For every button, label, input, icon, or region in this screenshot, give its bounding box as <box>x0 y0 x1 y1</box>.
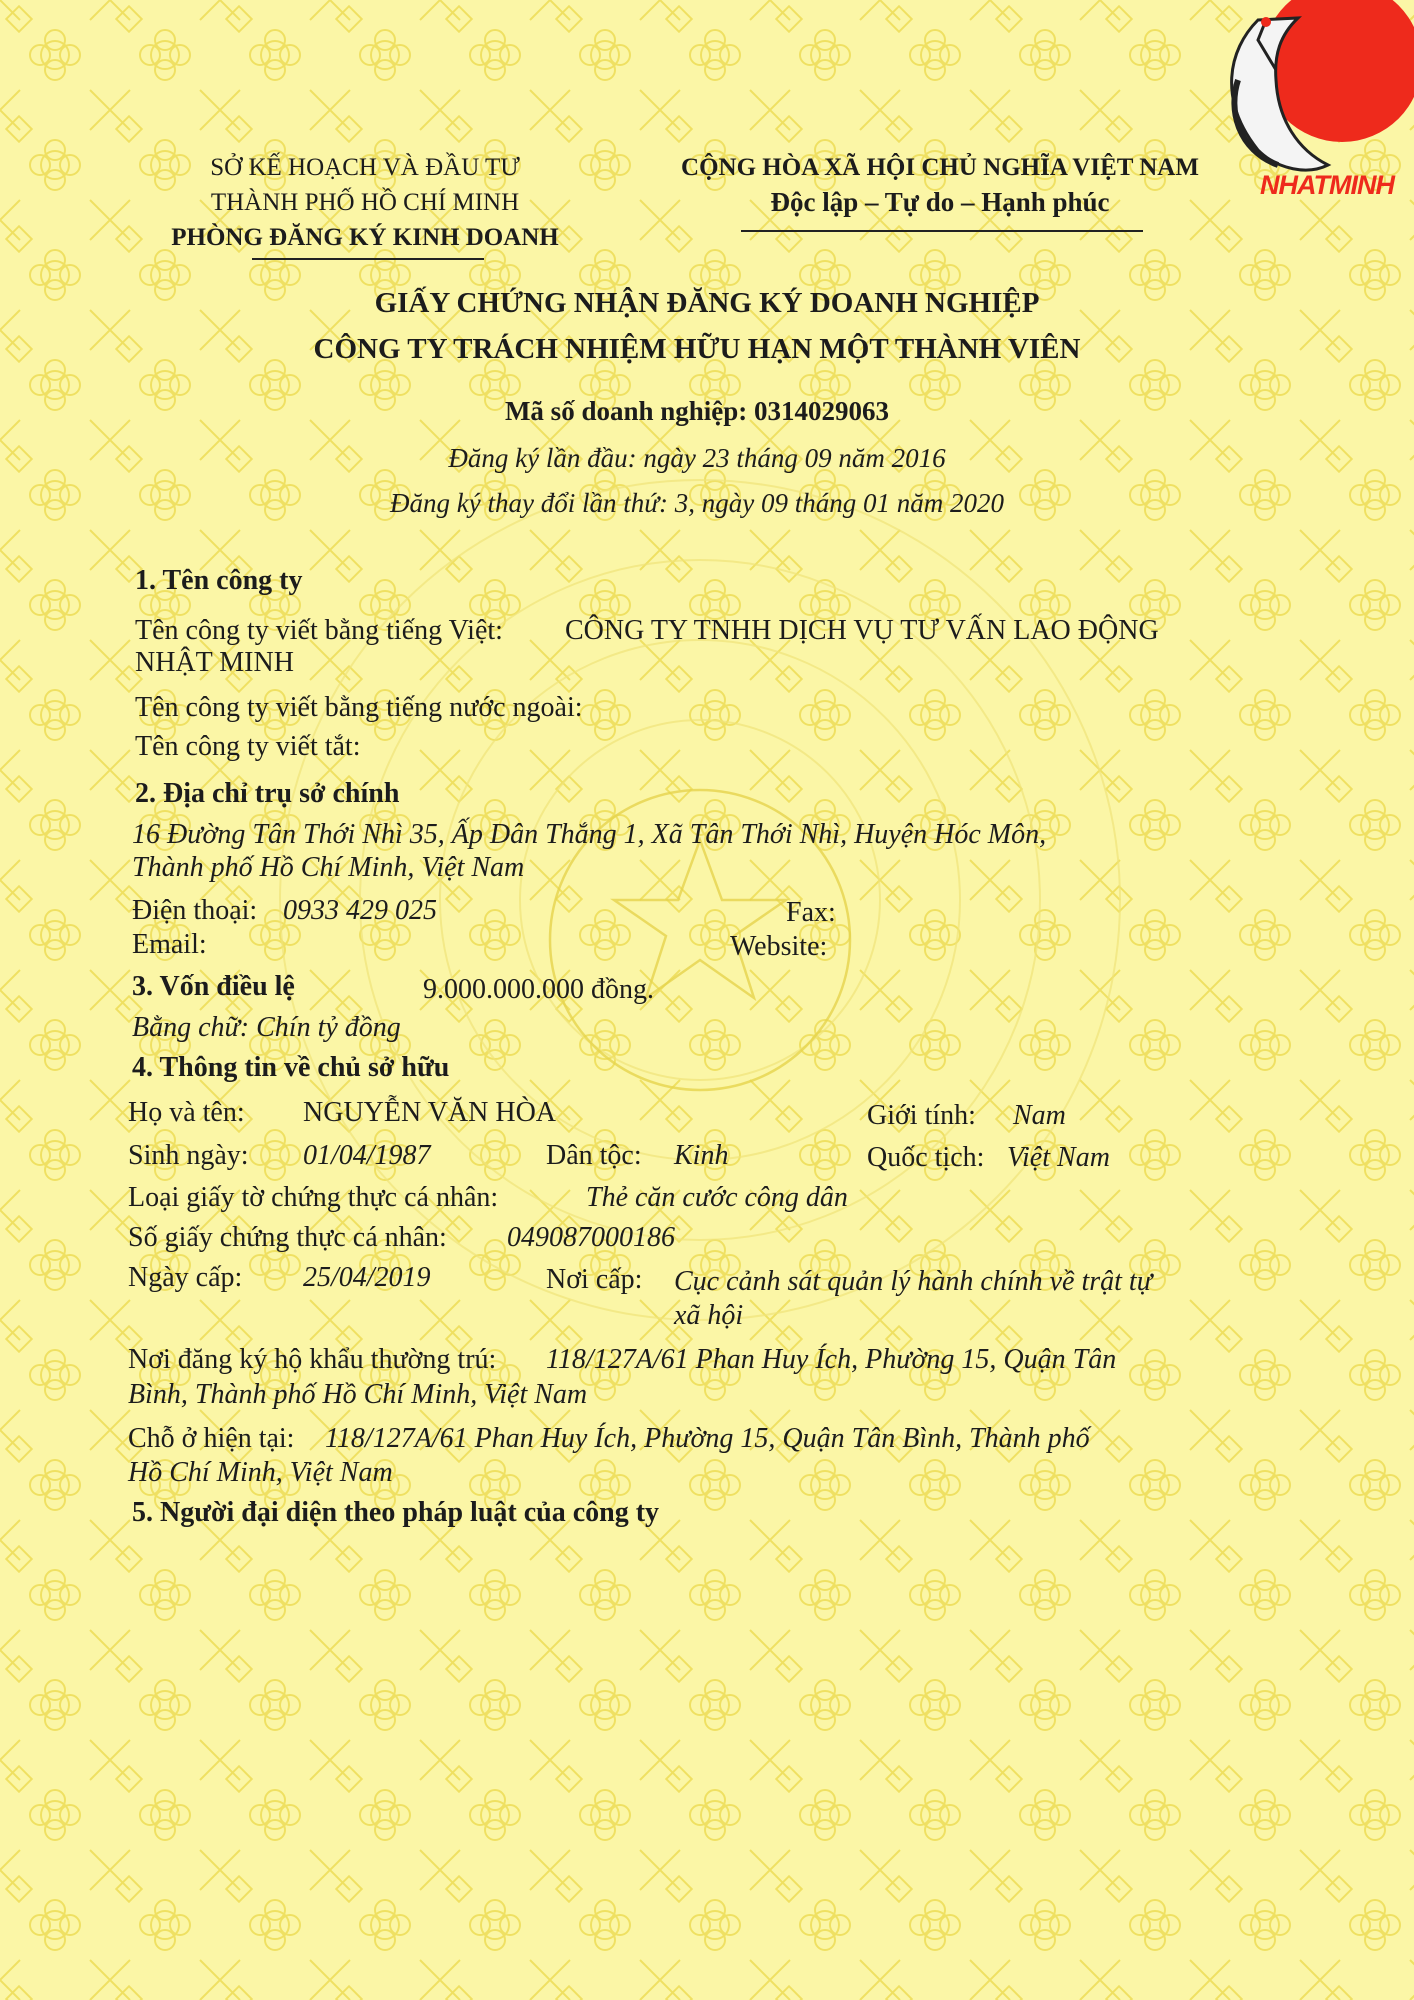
motto-line: Độc lập – Tự do – Hạnh phúc <box>770 187 1110 217</box>
gender-value: Nam <box>1013 1100 1066 1131</box>
capital-amount: 9.000.000.000 đồng. <box>423 974 654 1005</box>
issued-date-value: 25/04/2019 <box>303 1262 431 1293</box>
dob-value: 01/04/1987 <box>303 1140 431 1171</box>
business-code: Mã số doanh nghiệp: 0314029063 <box>504 396 890 426</box>
current-address-label: Chỗ ở hiện tại: <box>128 1423 295 1454</box>
change-registration: Đăng ký thay đổi lần thứ: 3, ngày 09 tháng 01 năm 2020 <box>390 488 1004 518</box>
company-type: CÔNG TY TRÁCH NHIỆM HỮU HẠN MỘT THÀNH VIÊN <box>313 333 1081 365</box>
vn-name-value: CÔNG TY TNHH DỊCH VỤ TƯ VẤN LAO ĐỘNG <box>565 615 1159 646</box>
issued-place-value-cont: xã hội <box>674 1300 744 1331</box>
department-line: SỞ KẾ HOẠCH VÀ ĐẦU TƯ <box>210 154 520 181</box>
foreign-name-label: Tên công ty viết bằng tiếng nước ngoài: <box>135 692 583 723</box>
id-number-value: 049087000186 <box>507 1222 675 1253</box>
gender-label: Giới tính: <box>867 1100 976 1131</box>
logo-text: NHATMINH <box>1260 170 1394 200</box>
id-type-label: Loại giấy tờ chứng thực cá nhân: <box>128 1182 499 1213</box>
vn-name-value-cont: NHẬT MINH <box>135 647 294 678</box>
permanent-address-value: 118/127A/61 Phan Huy Ích, Phường 15, Quận Tân <box>546 1344 1117 1375</box>
fax-label: Fax: <box>786 897 836 928</box>
nhatminh-logo <box>1218 0 1414 210</box>
short-name-label: Tên công ty viết tắt: <box>135 731 361 762</box>
current-address-value: 118/127A/61 Phan Huy Ích, Phường 15, Quận Tân Bình, Thành phố <box>325 1423 1090 1454</box>
permanent-address-label: Nơi đăng ký hộ khẩu thường trú: <box>128 1344 497 1375</box>
section-4-heading: 4. Thông tin về chủ sở hữu <box>132 1052 450 1083</box>
issued-place-label: Nơi cấp: <box>546 1264 643 1295</box>
issued-date-label: Ngày cấp: <box>128 1262 243 1293</box>
certificate-title: GIẤY CHỨNG NHẬN ĐĂNG KÝ DOANH NGHIỆP <box>374 287 1040 319</box>
owner-name: NGUYỄN VĂN HÒA <box>303 1097 557 1128</box>
header-left-rule <box>252 258 484 260</box>
phone-label: Điện thoại: <box>132 895 258 926</box>
owner-name-label: Họ và tên: <box>128 1097 245 1128</box>
ethnic-value: Kinh <box>674 1140 729 1171</box>
nationality-value: Việt Nam <box>1007 1142 1110 1173</box>
permanent-address-cont: Bình, Thành phố Hồ Chí Minh, Việt Nam <box>128 1379 588 1410</box>
section-2-heading: 2. Địa chỉ trụ sở chính <box>135 778 400 809</box>
city-line: THÀNH PHỐ HỒ CHÍ MINH <box>210 189 520 216</box>
id-type-value: Thẻ căn cước công dân <box>586 1182 848 1213</box>
email-label: Email: <box>132 929 207 960</box>
header-right <box>650 150 1230 220</box>
capital-in-words: Bằng chữ: Chín tỷ đồng <box>132 1012 401 1043</box>
phone-value: 0933 429 025 <box>283 895 437 926</box>
address-line-1: 16 Đường Tân Thới Nhì 35, Ấp Dân Thắng 1, Xã Tân Thới Nhì, Huyện Hóc Môn, <box>132 819 1047 850</box>
first-registration: Đăng ký lần đầu: ngày 23 tháng 09 năm 2016 <box>448 443 946 473</box>
vn-name-label: Tên công ty viết bằng tiếng Việt: <box>135 615 503 646</box>
website-label: Website: <box>730 931 828 962</box>
nationality-label: Quốc tịch: <box>867 1142 985 1173</box>
current-address-cont: Hồ Chí Minh, Việt Nam <box>128 1457 393 1488</box>
address-line-2: Thành phố Hồ Chí Minh, Việt Nam <box>132 852 525 883</box>
section-1-heading: 1. Tên công ty <box>135 565 303 596</box>
country-line: CỘNG HÒA XÃ HỘI CHỦ NGHĨA VIỆT NAM <box>681 154 1199 181</box>
dob-label: Sinh ngày: <box>128 1140 249 1171</box>
header-right-rule <box>741 230 1143 232</box>
issued-place-value: Cục cảnh sát quản lý hành chính về trật tự <box>674 1266 1152 1297</box>
section-3-heading: 3. Vốn điều lệ <box>132 971 295 1002</box>
header-left <box>150 150 580 255</box>
office-line: PHÒNG ĐĂNG KÝ KINH DOANH <box>171 224 559 251</box>
ethnic-label: Dân tộc: <box>546 1140 642 1171</box>
id-number-label: Số giấy chứng thực cá nhân: <box>128 1222 447 1253</box>
section-5-heading: 5. Người đại diện theo pháp luật của công ty <box>132 1497 660 1528</box>
